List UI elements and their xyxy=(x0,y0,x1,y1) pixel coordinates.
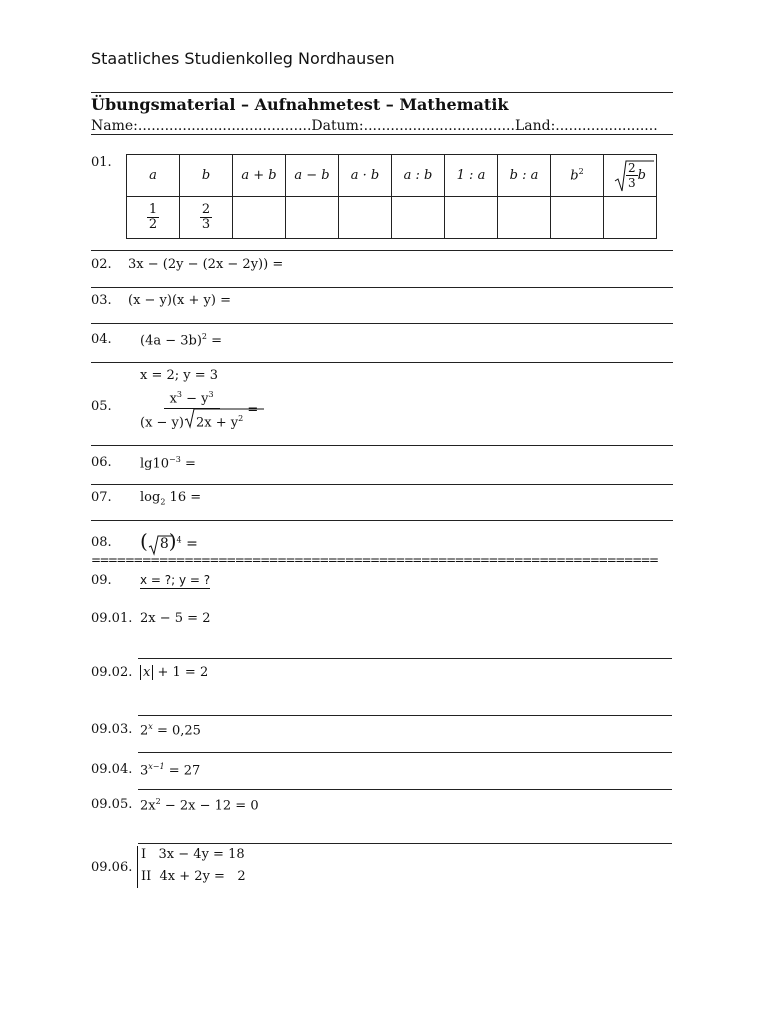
table-header-cell xyxy=(551,155,604,197)
root-variable: b xyxy=(637,168,646,183)
answer-line xyxy=(138,752,672,753)
task-09-05-equation xyxy=(140,797,259,813)
header-divider xyxy=(91,92,673,93)
task-09-06-equation-1: I 3x − 4y = 18 xyxy=(141,847,245,862)
table-cell-empty[interactable] xyxy=(445,197,498,239)
task-05-denominator xyxy=(140,409,243,433)
task-07-argument: 16 = xyxy=(169,490,202,505)
task-09-03-base: 2 xyxy=(140,723,149,739)
table-header-cell: b : a xyxy=(498,155,551,197)
task-number-04: 04. xyxy=(91,332,112,347)
task-09-05-rest: − 2x − 12 = 0 xyxy=(164,798,259,814)
table-cell-empty[interactable] xyxy=(551,197,604,239)
task-09-02-rest: + 1 = 2 xyxy=(157,665,209,680)
table-cell-empty[interactable] xyxy=(604,197,657,239)
task-06-base: lg10 xyxy=(140,456,170,472)
task-number-03: 03. xyxy=(91,293,112,308)
task-05-num-exp-2: 3 xyxy=(208,390,214,399)
table-header-row xyxy=(127,155,657,197)
table-values-row xyxy=(127,197,657,239)
header-underline xyxy=(91,134,673,135)
table-cell-b xyxy=(180,197,233,239)
task-number-09-04: 09.04. xyxy=(91,762,133,777)
task-04-exponent: 2 xyxy=(201,332,208,341)
task-09-03-equation xyxy=(140,722,201,738)
answer-line xyxy=(138,715,672,716)
task-08-root xyxy=(148,536,169,552)
task-06-expression xyxy=(140,455,196,471)
task-04-base: (4a − 3b) xyxy=(140,333,202,349)
task-number-09-01: 09.01. xyxy=(91,611,133,626)
task-05-num-exp-1: 3 xyxy=(176,390,182,399)
task-09-04-rest: = 27 xyxy=(168,763,201,779)
task-09-04-base: 3 xyxy=(140,763,149,779)
task-number-05: 05. xyxy=(91,399,112,414)
task-09-02-equation xyxy=(140,665,208,680)
task-number-09-02: 09.02. xyxy=(91,665,133,680)
task-number-07: 07. xyxy=(91,490,112,505)
table-header-cell: a : b xyxy=(392,155,445,197)
task-07-expression xyxy=(140,490,201,507)
fraction-a xyxy=(147,203,159,232)
answer-line xyxy=(138,658,672,659)
b-squared-exponent: 2 xyxy=(578,167,584,177)
section-separator: =================================================================== xyxy=(91,553,658,567)
task-05-equals: = xyxy=(247,402,259,418)
root-expression xyxy=(614,161,646,190)
task-09-06-bracket xyxy=(137,846,138,888)
answer-line xyxy=(91,362,673,363)
task-01-table xyxy=(126,154,657,239)
absolute-value xyxy=(140,665,153,680)
task-number-09: 09. xyxy=(91,573,112,588)
answer-line xyxy=(138,843,672,844)
answer-line xyxy=(91,520,673,521)
b-squared-base: b xyxy=(570,168,579,184)
answer-line xyxy=(91,287,673,288)
answer-line xyxy=(91,445,673,446)
task-number-08: 08. xyxy=(91,535,112,550)
absolute-value-variable: x xyxy=(143,665,151,680)
task-05-den-exp: 2 xyxy=(238,414,244,424)
task-05-den-left: (x − y) xyxy=(140,415,184,431)
task-09-05-pre: 2x xyxy=(140,798,156,814)
task-09-06-equation-2: II 4x + 2y = 2 xyxy=(141,869,246,884)
task-number-02: 02. xyxy=(91,257,112,272)
table-header-cell: a xyxy=(127,155,180,197)
answer-line xyxy=(91,323,673,324)
table-header-cell: a · b xyxy=(339,155,392,197)
root-fraction-num: 2 xyxy=(628,161,636,175)
name-date-country-fields: Name:.......................................Datum:..................................Land:....................... xyxy=(91,118,658,134)
task-09-04-equation xyxy=(140,762,200,778)
task-08-radicand: 8 xyxy=(159,536,169,552)
task-04-equals: = xyxy=(211,333,223,349)
task-number-09-03: 09.03. xyxy=(91,722,133,737)
fraction-b-den: 3 xyxy=(201,217,211,232)
task-09-03-exponent: x xyxy=(148,722,153,731)
institution-name: Staatliches Studienkolleg Nordhausen xyxy=(91,49,395,68)
table-header-cell: b xyxy=(180,155,233,197)
task-05-fraction xyxy=(140,386,258,434)
task-05-num-mid: − y xyxy=(182,391,209,407)
task-07-log: log xyxy=(140,490,161,505)
root-sign-icon xyxy=(614,159,654,193)
task-number-01: 01. xyxy=(91,155,112,170)
task-05-given: x = 2; y = 3 xyxy=(140,368,219,383)
document-title: Übungsmaterial – Aufnahmetest – Mathematik xyxy=(91,95,509,114)
answer-line xyxy=(91,250,673,251)
fraction-a-den: 2 xyxy=(148,217,158,232)
task-08-equals: = xyxy=(186,536,198,552)
task-05-numerator xyxy=(164,386,220,409)
answer-line xyxy=(91,484,673,485)
fraction-a-num: 1 xyxy=(148,202,158,217)
task-number-06: 06. xyxy=(91,455,112,470)
table-cell-empty[interactable] xyxy=(286,197,339,239)
table-header-cell: a − b xyxy=(286,155,339,197)
task-09-03-rest: = 0,25 xyxy=(156,723,201,739)
task-08-expression: ( 8)$^4$ = xyxy=(140,529,198,553)
task-05-root xyxy=(184,409,243,433)
table-cell-empty[interactable] xyxy=(339,197,392,239)
table-cell-empty[interactable] xyxy=(233,197,286,239)
task-number-09-06: 09.06. xyxy=(91,860,133,875)
task-04-expression xyxy=(140,332,222,348)
table-cell-a xyxy=(127,197,180,239)
answer-line xyxy=(138,789,672,790)
task-02-expression: 3x − (2y − (2x − 2y)) = xyxy=(128,257,284,272)
root-fraction-den: 3 xyxy=(628,176,636,190)
table-cell-empty[interactable] xyxy=(498,197,551,239)
task-09-01-equation: 2x − 5 = 2 xyxy=(140,611,211,626)
task-09-05-exponent: 2 xyxy=(155,797,161,806)
root-sign-icon xyxy=(184,407,264,429)
table-header-cell xyxy=(604,155,657,197)
task-09-prompt: x = ?; y = ? xyxy=(140,573,211,587)
task-09-04-exponent: x−1 xyxy=(148,762,165,771)
task-05-num-x: x xyxy=(169,391,177,407)
task-06-exponent: −3 xyxy=(169,455,181,464)
table-cell-empty[interactable] xyxy=(392,197,445,239)
task-03-expression: (x − y)(x + y) = xyxy=(128,293,231,308)
task-05-den-root: 2x + y xyxy=(195,415,239,431)
table-header-cell: 1 : a xyxy=(445,155,498,197)
task-07-base: 2 xyxy=(160,497,166,507)
task-number-09-05: 09.05. xyxy=(91,797,133,812)
fraction-b xyxy=(200,203,212,232)
task-08-exponent: 4 xyxy=(176,535,182,545)
task-06-equals: = xyxy=(184,456,196,472)
fraction-b-num: 2 xyxy=(201,202,211,217)
table-header-cell: a + b xyxy=(233,155,286,197)
